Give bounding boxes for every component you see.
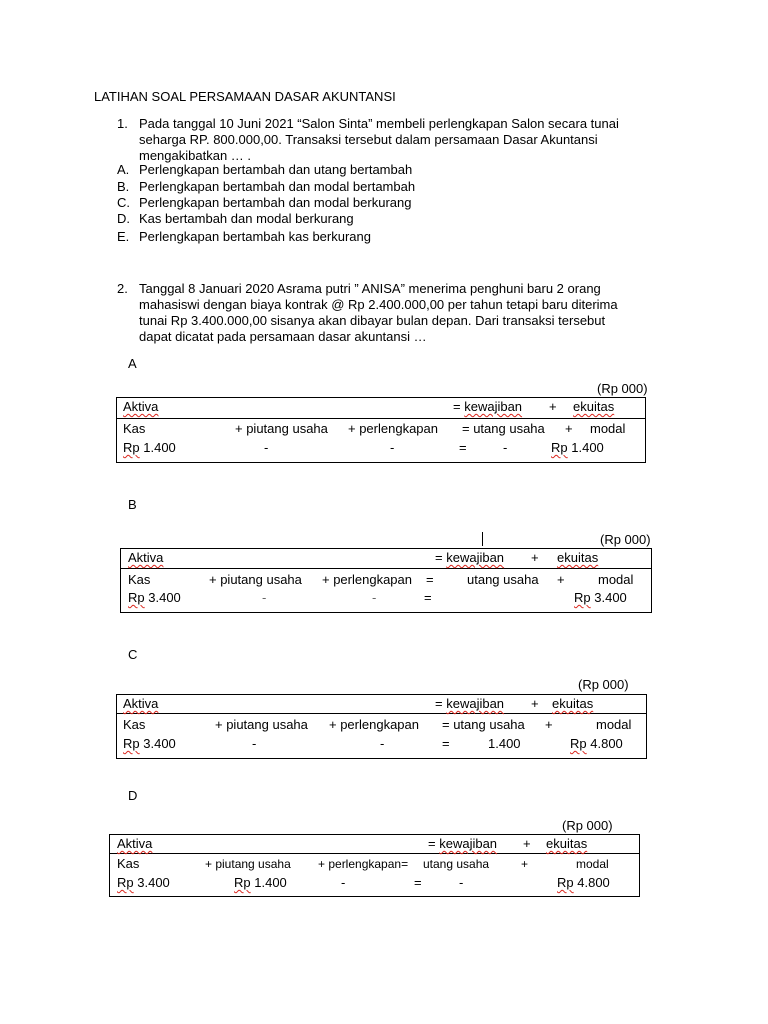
option-c-perlengkapan-value: - (380, 736, 385, 751)
option-b-piutang-value: - (262, 590, 267, 605)
option-d-label: D (128, 788, 138, 803)
question-2-text-line-4: dapat dicatat pada persamaan dasar akuntansi … (139, 329, 427, 344)
option-b-divider (120, 568, 652, 569)
option-a-aktiva: Aktiva (123, 399, 159, 414)
option-c-piutang-header: + piutang usaha (215, 717, 308, 732)
question-1-number: 1. (117, 116, 128, 131)
option-a-plus-2: + (565, 421, 573, 436)
option-d-piutang-header: + piutang usaha (205, 857, 291, 871)
option-a-ekuitas: ekuitas (573, 399, 615, 414)
option-d-modal-header: modal (576, 857, 609, 871)
option-c-plus: + (531, 696, 539, 711)
option-d-divider (109, 853, 640, 854)
option-c-label: C (128, 647, 138, 662)
option-b-kas-value: Rp 3.400 (128, 590, 181, 605)
q1-option-c-letter: C. (117, 195, 130, 210)
option-b-kewajiban: = kewajiban (435, 550, 505, 565)
q1-option-c: Perlengkapan bertambah dan modal berkurang (139, 195, 412, 210)
option-a-perlengkapan-header: + perlengkapan (348, 421, 438, 436)
option-d-plus-2: + (521, 857, 529, 871)
question-1-text-line-2: seharga RP. 800.000,00. Transaksi tersebut dalam persamaan Dasar Akuntansi (139, 132, 598, 147)
option-c-kas: Kas (123, 717, 146, 732)
q1-option-e: Perlengkapan bertambah kas berkurang (139, 229, 371, 244)
option-a-modal-value: Rp 1.400 (551, 440, 604, 455)
option-b-modal-value: Rp 3.400 (574, 590, 627, 605)
text-cursor (482, 532, 483, 546)
option-c-perlengkapan-header: + perlengkapan (329, 717, 419, 732)
q1-option-a-letter: A. (117, 162, 130, 177)
option-b-unit: (Rp 000) (600, 532, 651, 547)
question-2-text-line-2: mahasiswi dengan biaya kontrak @ Rp 2.400.000,00 per tahun tetapi baru diterima (139, 297, 618, 312)
option-b-kas: Kas (128, 572, 151, 587)
option-c-aktiva: Aktiva (123, 696, 159, 711)
question-1-text-line-3: mengakibatkan … . (139, 148, 252, 163)
document-title: LATIHAN SOAL PERSAMAAN DASAR AKUNTANSI (94, 89, 396, 104)
q1-option-d: Kas bertambah dan modal berkurang (139, 211, 354, 226)
option-b-modal-header: modal (598, 572, 634, 587)
option-c-utang-value: 1.400 (488, 736, 521, 751)
option-b-plus-2: + (557, 572, 565, 587)
option-b-perlengkapan-value: - (372, 590, 377, 605)
q1-option-d-letter: D. (117, 211, 130, 226)
option-d-kewajiban: = kewajiban (428, 836, 498, 851)
option-d-utang-header: utang usaha (423, 857, 490, 871)
option-c-divider (116, 713, 647, 714)
option-d-aktiva: Aktiva (117, 836, 153, 851)
question-2-text-line-1: Tanggal 8 Januari 2020 Asrama putri ” ANISA” menerima penghuni baru 2 orang (139, 281, 601, 296)
option-a-equals: = (459, 440, 467, 455)
option-b-equals-header: = (426, 572, 434, 587)
option-c-equals: = (442, 736, 450, 751)
option-c-piutang-value: - (252, 736, 257, 751)
q1-option-a: Perlengkapan bertambah dan utang bertambah (139, 162, 413, 177)
option-d-unit: (Rp 000) (562, 818, 613, 833)
q1-option-e-letter: E. (117, 229, 130, 244)
option-c-plus-2: + (545, 717, 553, 732)
option-d-equals: = (414, 875, 422, 890)
question-2-text-line-3: tunai Rp 3.400.000,00 sisanya akan dibayar bulan depan. Dari transaksi tersebut (139, 313, 606, 328)
option-c-utang-header: = utang usaha (442, 717, 525, 732)
option-b-piutang-header: + piutang usaha (209, 572, 302, 587)
option-b-aktiva: Aktiva (128, 550, 164, 565)
option-a-kewajiban: = kewajiban (453, 399, 523, 414)
option-d-kas-value: Rp 3.400 (117, 875, 170, 890)
option-a-label: A (128, 356, 137, 371)
option-a-utang-value: - (503, 440, 508, 455)
question-1-text-line-1: Pada tanggal 10 Juni 2021 “Salon Sinta” membeli perlengkapan Salon secara tunai (139, 116, 619, 131)
option-a-piutang-header: + piutang usaha (235, 421, 328, 436)
option-d-piutang-value: Rp 1.400 (234, 875, 287, 890)
option-a-unit: (Rp 000) (597, 381, 648, 396)
option-a-utang-header: = utang usaha (462, 421, 545, 436)
option-a-modal-header: modal (590, 421, 626, 436)
option-a-kas: Kas (123, 421, 146, 436)
option-d-plus: + (523, 836, 531, 851)
option-d-perlengkapan-header: + perlengkapan= (318, 857, 409, 871)
option-c-unit: (Rp 000) (578, 677, 629, 692)
option-d-utang-value: - (459, 875, 464, 890)
option-c-modal-header: modal (596, 717, 632, 732)
option-a-perlengkapan-value: - (390, 440, 395, 455)
option-b-perlengkapan-header: + perlengkapan (322, 572, 412, 587)
option-a-piutang-value: - (264, 440, 269, 455)
option-b-plus: + (531, 550, 539, 565)
q1-option-b-letter: B. (117, 179, 130, 194)
question-2-number: 2. (117, 281, 128, 296)
option-a-plus: + (549, 399, 557, 414)
option-c-ekuitas: ekuitas (552, 696, 594, 711)
option-c-kewajiban: = kewajiban (435, 696, 505, 711)
option-a-divider (116, 418, 646, 419)
option-d-ekuitas: ekuitas (546, 836, 588, 851)
option-b-ekuitas: ekuitas (557, 550, 599, 565)
option-a-kas-value: Rp 1.400 (123, 440, 176, 455)
option-c-kas-value: Rp 3.400 (123, 736, 176, 751)
q1-option-b: Perlengkapan bertambah dan modal bertambah (139, 179, 416, 194)
option-b-utang-header: utang usaha (467, 572, 539, 587)
option-d-kas: Kas (117, 856, 140, 871)
option-d-perlengkapan-value: - (341, 875, 346, 890)
option-b-equals: = (424, 590, 432, 605)
option-d-modal-value: Rp 4.800 (557, 875, 610, 890)
option-c-modal-value: Rp 4.800 (570, 736, 623, 751)
option-b-label: B (128, 497, 137, 512)
